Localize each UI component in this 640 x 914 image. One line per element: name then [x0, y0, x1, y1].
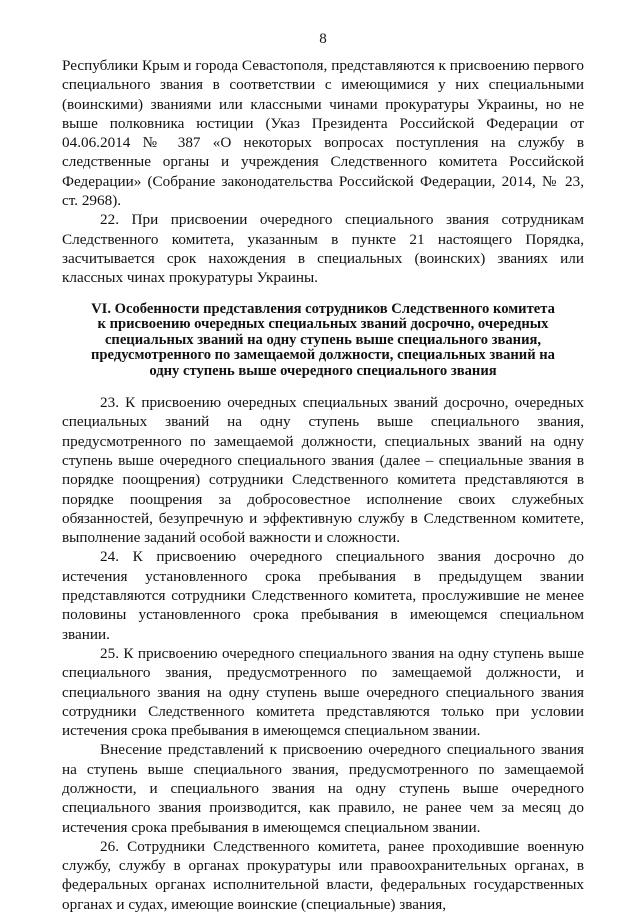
page-number: 8: [319, 31, 327, 47]
section-heading-line: VI. Особенности представления сотрудников Следственного комитета: [91, 300, 555, 317]
section-heading-line: специальных званий на одну ступень выше специального звания,: [104, 331, 542, 348]
paragraph-22: 22. При присвоении очередного специального звания сотрудникам Следственного комитета, указанным в пункте 21 настоящего Порядка, засчитывается срок нахождения в специальных (воинских) званиях или классных чинах прокуратуры Украины.: [62, 211, 584, 287]
paragraph-continuation: Республики Крым и города Севастополя, представляются к присвоению первого специального звания в соответствии с имеющимися у них специальными (воинскими) званиями или классными чинами прокуратуры Украины, но не выше полковника юстиции (Указ Президента Российской Федерации от 04.06.2014 № 387 «О некоторых вопросах поступления на службу в следственные органы и учреждения Следственного комитета Российской Федерации» (Собрание законодательства Российской Федерации, 2014, № 23, ст. 2968).: [62, 57, 584, 210]
paragraph-24: 24. К присвоению очередного специального звания досрочно до истечения установленного срока пребывания в предыдущем звании представляются сотрудники Следственного комитета, прослужившие не менее половины установленного срока пребывания в имеющемся специальном звании.: [62, 548, 584, 643]
paragraph-25: 25. К присвоению очередного специального звания на одну ступень выше специального звания, предусмотренного по замещаемой должности, и специального звания на одну ступень выше очередного специального звания сотрудники Следственного комитета представляются только при условии истечения срока пребывания в имеющемся специальном звании.: [62, 644, 584, 740]
paragraph-26: 26. Сотрудники Следственного комитета, ранее проходившие военную службу, службу в органах прокуратуры или правоохранительных органах, в федеральных органах исполнительной власти, федеральных государственных органах и судах, имеющие воинские (специальные) звания,: [62, 837, 584, 913]
paragraph-23: 23. К присвоению очередных специальных званий досрочно, очередных специальных званий на одну ступень выше специального звания, предусмотренного по замещаемой должности, специальных званий на одну ступень выше очередного специального звания (далее – специальные звания в порядке поощрения) сотрудники Следственного комитета представляются в порядке поощрения за добросовестное исполнение своих служебных обязанностей, безупречную и эффективную службу в Следственном комитете, выполнение заданий особой важности и сложности.: [62, 394, 584, 547]
section-heading-line: к присвоению очередных специальных званий досрочно, очередных: [97, 316, 549, 333]
section-heading-line: предусмотренного по замещаемой должности, специальных званий на: [91, 347, 555, 364]
section-heading: [62, 302, 584, 380]
paragraph-25-note: Внесение представлений к присвоению очередного специального звания на ступень выше специального звания, предусмотренного по замещаемой должности, и специального звания на одну ступень выше очередного специального звания производится, как правило, не ранее чем за месяц до истечения срока пребывания в имеющемся специальном звании.: [62, 741, 584, 836]
section-heading-line: одну ступень выше очередного специального звания: [149, 362, 497, 379]
